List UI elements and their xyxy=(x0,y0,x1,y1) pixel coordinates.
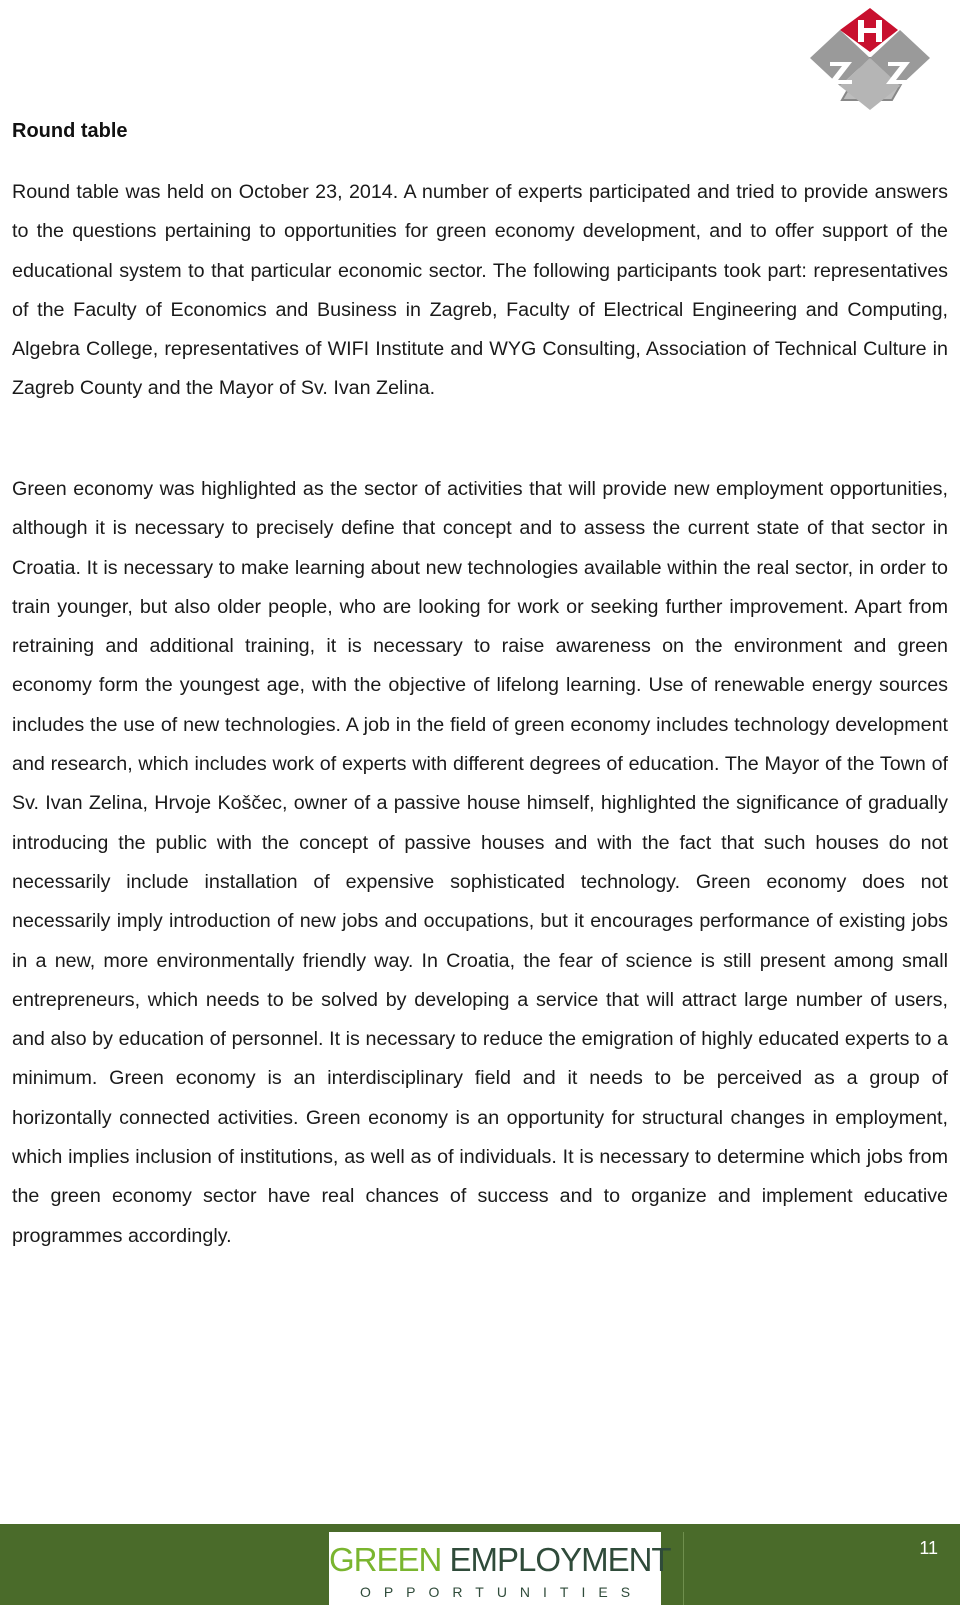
paragraph-intro: Round table was held on October 23, 2014. A number of experts participated and tried to provide answers to the questions pertaining to opportunities for green economy development, and to offer support of the educational system to that particular economic sector. The following participants took part: representatives of the Faculty of Economics and Business in Zagreb, Faculty of Electrical Engineering and Computing, Algebra College, representatives of WIFI Institute and WYG Consulting, Association of Technical Culture in Zagreb County and the Mayor of Sv. Ivan Zelina. xyxy=(12,181,948,400)
footer-bar xyxy=(0,1524,960,1605)
brand-title xyxy=(329,1541,671,1578)
hzz-diamond-logo-icon xyxy=(800,0,940,110)
brand-subtitle: OPPORTUNITIES xyxy=(359,1584,644,1600)
brand-word-green: GREEN xyxy=(329,1541,442,1578)
brand-word-employment: EMPLOYMENT xyxy=(449,1541,671,1578)
footer-brand-logo xyxy=(329,1532,671,1605)
page-number: 11 xyxy=(919,1538,938,1558)
footer-divider xyxy=(683,1532,684,1605)
paragraph-discussion: Green economy was highlighted as the sector of activities that will provide new employment opportunities, although it is necessary to precisely define that concept and to assess the current state of that sector in Croatia. It is necessary to make learning about new technologies available within the real sector, in order to train younger, but also older people, who are looking for work or seeking further improvement. Apart from retraining and additional training, it is necessary to raise awareness on the environment and green economy form the youngest age, with the objective of lifelong learning. Use of renewable energy sources includes the use of new technologies. A job in the field of green economy includes technology development and research, which includes work of experts with different degrees of education. The Mayor of the Town of Sv. Ivan Zelina, Hrvoje Koščec, owner of a passive house himself, highlighted the significance of gradually introducing the public with the concept of passive houses and with the fact that such houses do not necessarily include installation of expensive sophisticated technology. Green economy does not necessarily imply introduction of new jobs and occupations, but it encourages performance of existing jobs in a new, more environmentally friendly way. In Croatia, the fear of science is still present among small entrepreneurs, which needs to be solved by developing a service that will attract large number of users, and also by education of personnel. It is necessary to reduce the emigration of highly educated experts to a minimum. Green economy is an interdisciplinary field and it needs to be perceived as a group of horizontally connected activities. Green economy is an opportunity for structural changes in employment, which implies inclusion of institutions, as well as of individuals. It is necessary to determine which jobs from the green economy sector have real chances of success and to organize and implement educative programmes accordingly. xyxy=(12,478,948,1247)
hzz-logo xyxy=(800,0,940,110)
section-title: Round table xyxy=(12,120,128,142)
